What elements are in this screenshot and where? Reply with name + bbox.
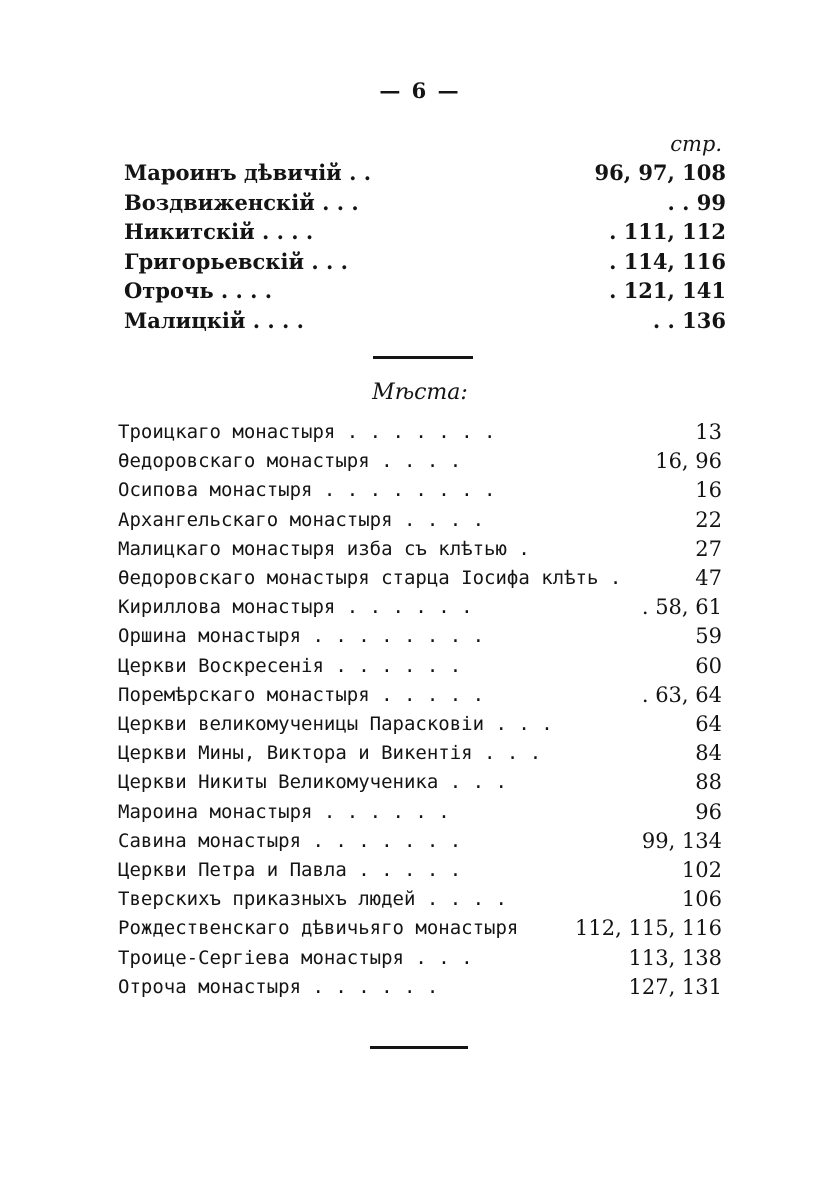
- entry-pages: 16, 96: [655, 449, 722, 474]
- place-row: [0, 738, 840, 768]
- place-row: [0, 826, 840, 856]
- entry-name: Савина монастыря . . . . . . .: [118, 829, 462, 852]
- place-row: [0, 417, 840, 447]
- entry-pages: 22: [695, 507, 722, 532]
- place-row: [0, 592, 840, 622]
- place-row: [0, 505, 840, 535]
- entry-pages: . 58, 61: [641, 595, 722, 620]
- place-row: [0, 767, 840, 797]
- entry-name: Архангельскаго монастыря . . . .: [118, 508, 485, 531]
- entry-pages: . . 136: [652, 308, 726, 333]
- entry-name: Церкви Воскресенія . . . . . .: [118, 654, 462, 677]
- entry-pages: . 111, 112: [609, 219, 726, 245]
- place-row: [0, 855, 840, 885]
- entry-pages: 64: [695, 712, 722, 736]
- entry-pages: 84: [695, 741, 722, 766]
- entry-name: Церкви великомученицы Парасковіи . . .: [118, 713, 553, 735]
- entry-pages: 127, 131: [628, 974, 722, 999]
- entry-name: Малицкій . . . .: [124, 308, 304, 333]
- entry-pages: 16: [695, 478, 722, 503]
- place-row: [0, 446, 840, 476]
- place-row: [0, 943, 840, 973]
- entry-name: Рождественскаго дѣвичьяго монастыря: [118, 917, 519, 940]
- entry-pages: 112, 115, 116: [575, 916, 722, 941]
- place-row: [0, 680, 840, 710]
- entry-pages: 106: [681, 887, 722, 912]
- entry-name: Поремѣрскаго монастыря . . . . .: [118, 683, 485, 706]
- entry-name: Церкви Петра и Павла . . . . .: [118, 859, 462, 881]
- entry-name: Церкви Мины, Виктора и Викентія . . .: [118, 742, 542, 765]
- monastery-row: [0, 188, 840, 218]
- entry-name: Өедоровскаго монастыря старца Іосифа клѣть .: [118, 567, 622, 589]
- entry-pages: . 121, 141: [609, 278, 726, 304]
- monastery-row: [0, 158, 840, 188]
- entry-name: Кириллова монастыря . . . . . .: [118, 596, 473, 619]
- place-row: [0, 563, 840, 593]
- monastery-row: [0, 247, 840, 277]
- entry-name: Тверскихъ приказныхъ людей . . . .: [118, 888, 507, 911]
- entry-pages: 60: [695, 653, 722, 678]
- entry-pages: 59: [695, 624, 722, 649]
- entry-name: Оршина монастыря . . . . . . . .: [118, 625, 485, 648]
- entry-pages: 96: [695, 799, 722, 824]
- place-row: [0, 621, 840, 651]
- entry-name: Никитскій . . . .: [124, 219, 314, 245]
- place-row: [0, 534, 840, 564]
- entry-name: Өедоровскаго монастыря . . . .: [118, 450, 462, 473]
- entry-name: Малицкаго монастыря изба съ клѣтью .: [118, 537, 530, 560]
- place-row: [0, 709, 840, 739]
- monastery-row: [0, 217, 840, 247]
- entry-pages: 88: [695, 770, 722, 795]
- entry-pages: 102: [681, 858, 722, 882]
- place-row: [0, 884, 840, 914]
- entry-name: Церкви Никиты Великомученика . . .: [118, 771, 507, 794]
- end-divider: [370, 1046, 468, 1049]
- entry-name: Отроча монастыря . . . . . .: [118, 975, 439, 998]
- entry-name: Воздвиженскій . . .: [124, 189, 359, 215]
- place-row: [0, 797, 840, 827]
- place-row: [0, 913, 840, 943]
- section-divider: [373, 356, 473, 359]
- entry-name: Троицкаго монастыря . . . . . . .: [118, 421, 496, 443]
- entry-pages: . 63, 64: [641, 682, 722, 707]
- entry-name: Отрочь . . . .: [124, 278, 273, 304]
- place-row: [0, 651, 840, 681]
- entry-pages: 113, 138: [628, 945, 722, 970]
- entry-name: Григорьевскій . . .: [124, 248, 348, 274]
- entry-name: Мароина монастыря . . . . . .: [118, 800, 450, 823]
- entry-pages: . . 99: [667, 189, 726, 215]
- entry-pages: 96, 97, 108: [594, 160, 726, 185]
- entry-pages: . 114, 116: [609, 248, 726, 274]
- page-number: — 6 —: [379, 78, 461, 103]
- entry-name: Мароинъ дѣвичій . .: [124, 160, 372, 185]
- entry-pages: 13: [695, 420, 722, 444]
- entry-pages: 47: [695, 566, 722, 590]
- entry-pages: 27: [695, 536, 722, 561]
- entry-name: Троице-Сергіева монастыря . . .: [118, 946, 473, 969]
- place-row: [0, 475, 840, 505]
- section-title: Мѣста:: [372, 380, 468, 405]
- page-column-label: стр.: [670, 132, 722, 156]
- monastery-row: [0, 276, 840, 306]
- monastery-row: [0, 306, 840, 336]
- entry-pages: 99, 134: [641, 828, 722, 853]
- place-row: [0, 972, 840, 1002]
- entry-name: Осипова монастыря . . . . . . . .: [118, 479, 496, 502]
